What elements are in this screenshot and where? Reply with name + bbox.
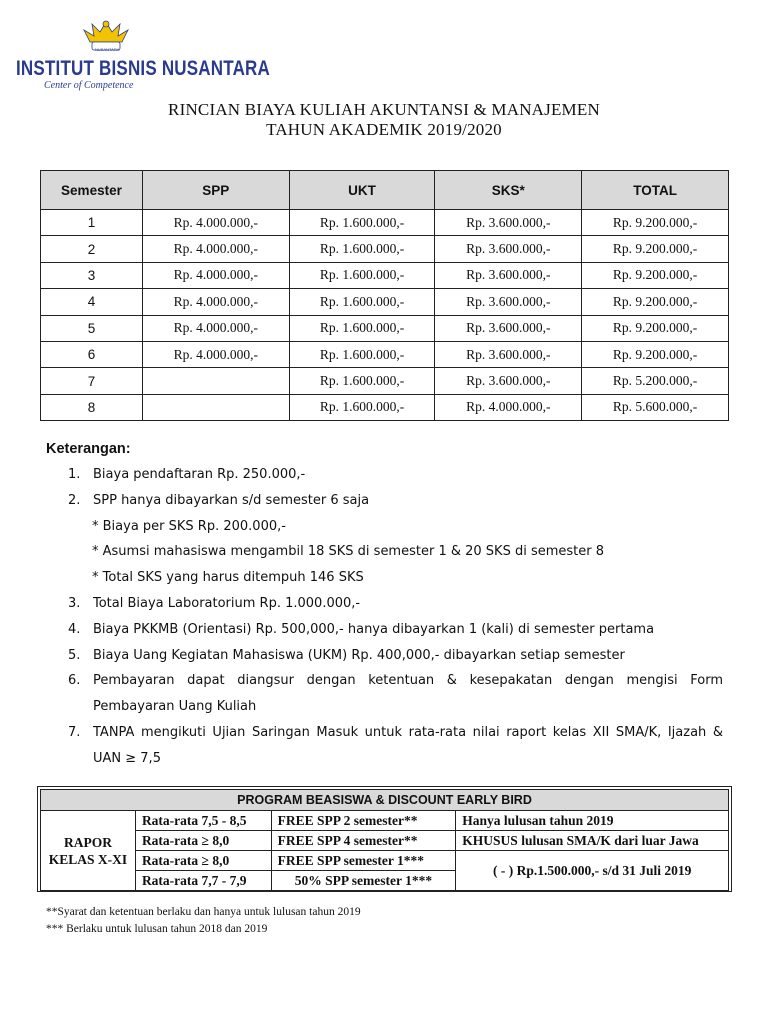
cell-ukt: Rp. 1.600.000,-: [289, 394, 435, 420]
cell-criteria: Rata-rata 7,7 - 7,9: [135, 871, 271, 891]
cell-ukt: Rp. 1.600.000,-: [289, 368, 435, 394]
footnote: *** Berlaku untuk lulusan tahun 2018 dan 2019: [46, 923, 268, 935]
cell-semester: 3: [41, 262, 143, 288]
cell-sks: Rp. 3.600.000,-: [435, 368, 582, 394]
table-row: [41, 341, 729, 367]
note-subitem: * Asumsi mahasiswa mengambil 18 SKS di semester 1 & 20 SKS di semester 8: [92, 544, 604, 560]
cell-sks: Rp. 3.600.000,-: [435, 262, 582, 288]
cell-benefit: 50% SPP semester 1***: [271, 871, 456, 891]
column-header-total: TOTAL: [582, 171, 729, 210]
scholarship-table: [40, 789, 729, 891]
document-title: RINCIAN BIAYA KULIAH AKUNTANSI & MANAJEMEN: [168, 100, 600, 119]
cell-spp: Rp. 4.000.000,-: [142, 210, 289, 236]
notes-list: [68, 462, 723, 772]
table-row: [41, 236, 729, 262]
cell-total: Rp. 9.200.000,-: [582, 236, 729, 262]
table-row: [41, 831, 729, 851]
table-row: [41, 262, 729, 288]
notes-title: Keterangan:: [46, 441, 131, 457]
logo-ribbon-text: NUSANTARA: [95, 47, 120, 52]
cell-benefit: FREE SPP 2 semester**: [271, 811, 456, 831]
list-item: [68, 617, 723, 643]
note-text-line: Pembayaran dapat diangsur dengan ketentuan & kesepakatan dengan mengisi Form: [93, 673, 723, 689]
institution-tagline: Center of Competence: [44, 80, 134, 91]
column-header-spp: SPP: [142, 171, 289, 210]
cell-total: Rp. 9.200.000,-: [582, 289, 729, 315]
list-item: [68, 591, 723, 617]
note-text: Total Biaya Laboratorium Rp. 1.000.000,-: [93, 595, 361, 611]
document-subtitle: TAHUN AKADEMIK 2019/2020: [266, 120, 502, 139]
cell-ukt: Rp. 1.600.000,-: [289, 341, 435, 367]
cell-spp: Rp. 4.000.000,-: [142, 262, 289, 288]
table-row: [41, 289, 729, 315]
note-number: 2.: [68, 492, 81, 508]
note-number: 5.: [68, 647, 81, 663]
column-header-semester: Semester: [41, 171, 143, 210]
list-item: [68, 462, 723, 488]
cell-sks: Rp. 3.600.000,-: [435, 289, 582, 315]
cell-total: Rp. 9.200.000,-: [582, 210, 729, 236]
cell-sks: Rp. 3.600.000,-: [435, 315, 582, 341]
fee-table: [40, 170, 729, 421]
cell-spp: Rp. 4.000.000,-: [142, 289, 289, 315]
list-item: [68, 643, 723, 669]
cell-ukt: Rp. 1.600.000,-: [289, 236, 435, 262]
cell-spp: [142, 368, 289, 394]
list-item: [68, 668, 723, 720]
cell-condition: ( - ) Rp.1.500.000,- s/d 31 Juli 2019: [456, 851, 729, 891]
cell-ukt: Rp. 1.600.000,-: [289, 210, 435, 236]
institution-logo: [16, 18, 271, 91]
cell-sks: Rp. 3.600.000,-: [435, 341, 582, 367]
cell-criteria: Rata-rata ≥ 8,0: [135, 831, 271, 851]
note-text: Biaya Uang Kegiatan Mahasiswa (UKM) Rp. 400,000,- dibayarkan setiap semester: [93, 647, 625, 663]
fee-table-header: [41, 171, 729, 210]
cell-sks: Rp. 3.600.000,-: [435, 210, 582, 236]
cell-ukt: Rp. 1.600.000,-: [289, 315, 435, 341]
rapor-label-line: KELAS X-XI: [48, 851, 128, 867]
note-text: Biaya PKKMB (Orientasi) Rp. 500,000,- hanya dibayarkan 1 (kali) di semester pertama: [93, 621, 655, 637]
note-subitem: * Biaya per SKS Rp. 200.000,-: [92, 518, 286, 534]
cell-condition: KHUSUS lulusan SMA/K dari luar Jawa: [456, 831, 729, 851]
cell-condition: Hanya lulusan tahun 2019: [456, 811, 729, 831]
table-row: [41, 368, 729, 394]
table-row: [41, 811, 729, 831]
cell-total: Rp. 9.200.000,-: [582, 315, 729, 341]
note-number: 6.: [68, 673, 81, 689]
cell-semester: 5: [41, 315, 143, 341]
cell-spp: Rp. 4.000.000,-: [142, 341, 289, 367]
rapor-group-label: [41, 811, 136, 891]
cell-spp: Rp. 4.000.000,-: [142, 315, 289, 341]
note-number: 4.: [68, 621, 81, 637]
cell-total: Rp. 5.600.000,-: [582, 394, 729, 420]
scholarship-title: PROGRAM BEASISWA & DISCOUNT EARLY BIRD: [41, 790, 729, 811]
cell-sks: Rp. 4.000.000,-: [435, 394, 582, 420]
note-number: 1.: [68, 467, 81, 482]
table-row: [41, 394, 729, 420]
footnote: **Syarat dan ketentuan berlaku dan hanya untuk lulusan tahun 2019: [46, 906, 361, 918]
cell-total: Rp. 9.200.000,-: [582, 341, 729, 367]
cell-benefit: FREE SPP semester 1***: [271, 851, 456, 871]
note-text: [93, 668, 723, 720]
list-item: [68, 488, 723, 514]
rapor-label-line: RAPOR: [63, 834, 112, 850]
cell-criteria: Rata-rata ≥ 8,0: [135, 851, 271, 871]
cell-benefit: FREE SPP 4 semester**: [271, 831, 456, 851]
garuda-emblem-icon: [78, 18, 134, 58]
cell-sks: Rp. 3.600.000,-: [435, 236, 582, 262]
cell-semester: 8: [41, 394, 143, 420]
cell-spp: Rp. 4.000.000,-: [142, 236, 289, 262]
cell-criteria: Rata-rata 7,5 - 8,5: [135, 811, 271, 831]
cell-semester: 2: [41, 236, 143, 262]
table-row: [41, 210, 729, 236]
column-header-ukt: UKT: [289, 171, 435, 210]
cell-semester: 6: [41, 341, 143, 367]
note-text: SPP hanya dibayarkan s/d semester 6 saja: [93, 492, 370, 508]
cell-semester: 1: [41, 210, 143, 236]
cell-total: Rp. 9.200.000,-: [582, 262, 729, 288]
note-text: [93, 720, 723, 772]
table-row: [41, 315, 729, 341]
note-text-line: TANPA mengikuti Ujian Saringan Masuk untuk rata-rata nilai raport kelas XII SMA/K, Ijazah &: [93, 724, 723, 740]
cell-ukt: Rp. 1.600.000,-: [289, 289, 435, 315]
note-number: 7.: [68, 724, 81, 740]
list-item: [68, 720, 723, 772]
institution-name: INSTITUT BISNIS NUSANTARA: [16, 56, 271, 80]
cell-spp: [142, 394, 289, 420]
cell-total: Rp. 5.200.000,-: [582, 368, 729, 394]
note-number: 3.: [68, 595, 81, 611]
column-header-sks: SKS*: [435, 171, 582, 210]
cell-semester: 7: [41, 368, 143, 394]
note-subitem: * Total SKS yang harus ditempuh 146 SKS: [92, 570, 364, 586]
cell-semester: 4: [41, 289, 143, 315]
note-text: Biaya pendaftaran Rp. 250.000,-: [93, 467, 306, 482]
note-text-line: UAN ≥ 7,5: [93, 750, 161, 766]
note-text-line: Pembayaran Uang Kuliah: [93, 699, 257, 715]
table-row: [41, 851, 729, 871]
cell-ukt: Rp. 1.600.000,-: [289, 262, 435, 288]
